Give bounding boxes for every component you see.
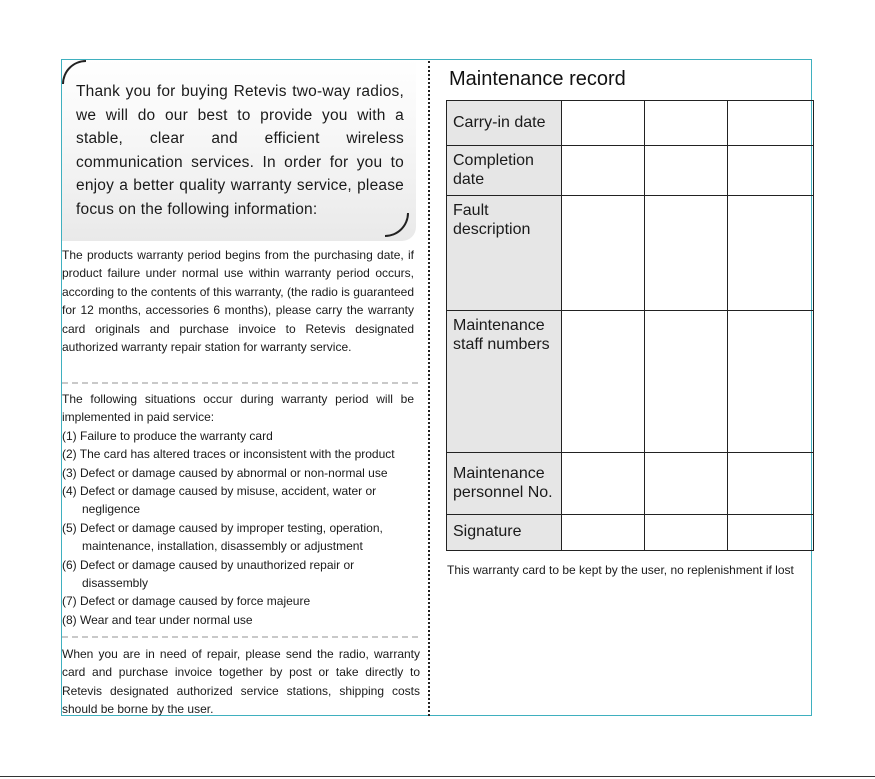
record-cell [728,515,814,551]
intro-text: Thank you for buying Retevis two-way radios, we will do our best to provide you with a stable, clear and efficient wireless communication services. In order for you to enjoy a better quality warranty service, please focus on the following information: [76,83,404,218]
row-label: Signature [447,515,562,551]
record-cell [728,453,814,515]
record-cell [728,101,814,146]
record-cell [645,101,728,146]
row-label: Maintenance personnel No. [447,453,562,515]
record-cell [645,196,728,311]
record-cell [562,101,645,146]
paid-service-section [62,390,414,629]
bottom-rule [0,776,875,777]
record-cell [728,311,814,453]
paid-service-list [62,427,414,629]
paid-service-heading: The following situations occur during warranty period will be implemented in paid service: [62,392,414,425]
record-cell [645,515,728,551]
record-cell [645,453,728,515]
list-item: (7) Defect or damage caused by force majeure [62,594,311,609]
record-cell [728,146,814,196]
list-item: (5) Defect or damage caused by improper testing, operation, maintenance, installation, disassembly or adjustment [62,520,383,554]
record-cell [645,146,728,196]
table-row [447,453,814,515]
list-item: (4) Defect or damage caused by misuse, accident, water or negligence [62,484,377,517]
warranty-note: This warranty card to be kept by the user, no replenishment if lost [447,563,794,577]
row-label: Fault description [447,196,562,311]
repair-instructions-text: When you are in need of repair, please send the radio, warranty card and purchase invoice together by post or take directly to Retevis designated authorized service stations, shipping costs should be borne by the user. [62,647,420,717]
table-row [447,311,814,453]
maintenance-record-table [446,100,814,551]
record-cell [728,196,814,311]
warranty-period-text: The products warranty period begins from the purchasing date, if product failure under normal use within warranty period occurs, according to the contents of this warranty, (the radio is guaranteed for 12 months, accessories 6 months), please carry the warranty card originals and purchase invoice to Retevis designated authorized warranty repair station for warranty service. [62,248,414,355]
list-item: (3) Defect or damage caused by abnormal or non-normal use [62,465,388,480]
record-cell [562,311,645,453]
table-row [447,101,814,146]
list-item: (1) Failure to produce the warranty card [62,428,273,443]
table-row [447,146,814,196]
table-row [447,515,814,551]
record-cell [645,311,728,453]
record-cell [562,515,645,551]
record-cell [562,453,645,515]
dashed-separator [62,636,418,638]
list-item: (2) The card has altered traces or inconsistent with the product [62,447,395,462]
dashed-separator [62,382,418,384]
list-item: (8) Wear and tear under normal use [62,612,253,627]
table-row [447,196,814,311]
list-item: (6) Defect or damage caused by unauthorized repair or disassembly [62,557,355,591]
row-label: Maintenance staff numbers [447,311,562,453]
record-cell [562,196,645,311]
row-label: Carry-in date [447,101,562,146]
maintenance-record-title: Maintenance record [449,68,626,90]
center-divider [428,61,430,716]
row-label: Completion date [447,146,562,196]
record-cell [562,146,645,196]
